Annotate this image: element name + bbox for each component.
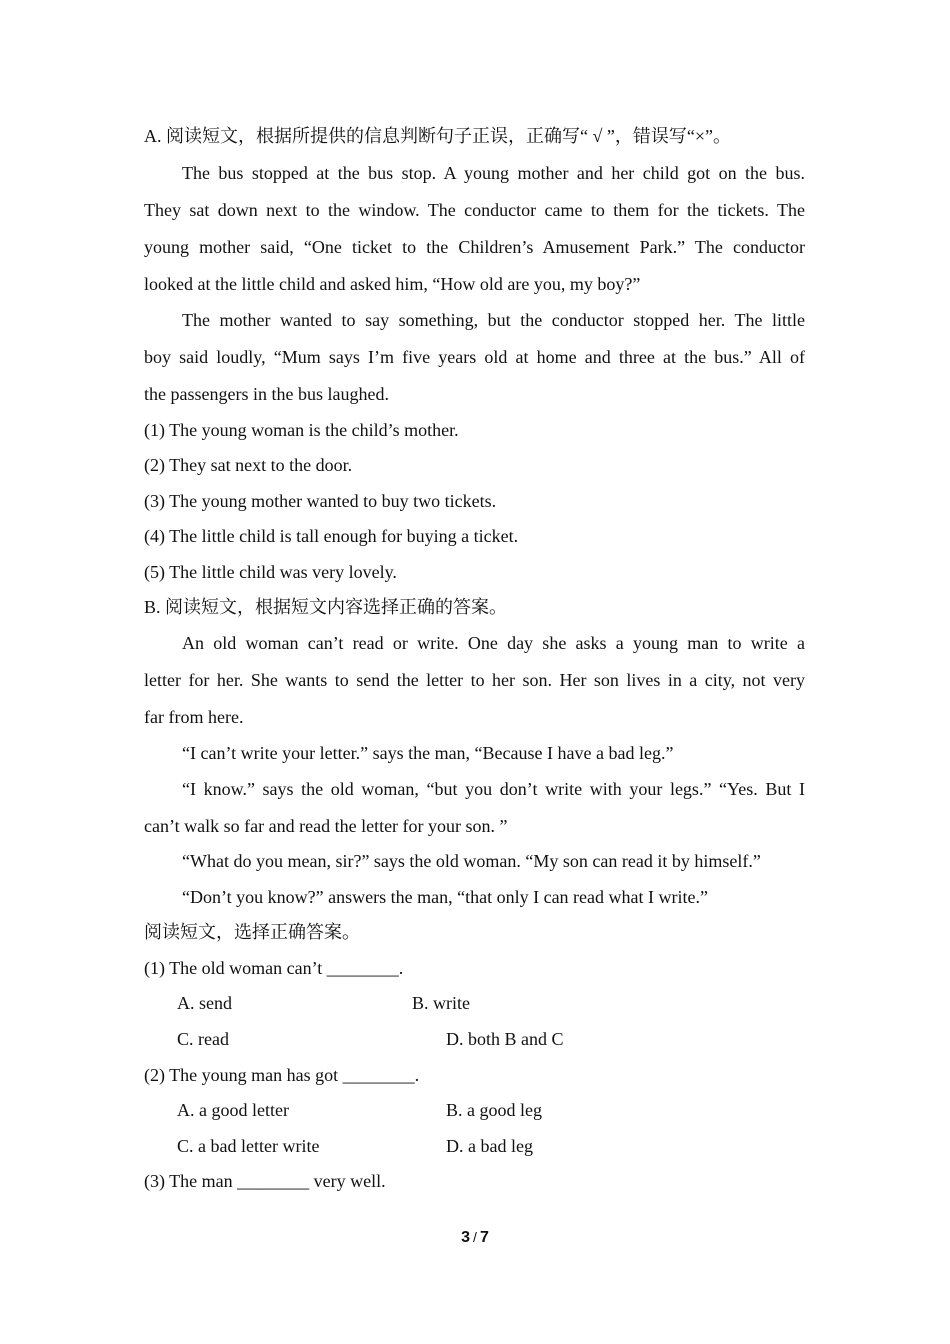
passage-b-line: An old woman can’t read or write. One day she asks a young man to write a	[182, 633, 805, 653]
question-stem: (1) The old woman can’t ________.	[144, 958, 404, 978]
passage-a-line: the passengers in the bus laughed.	[144, 384, 389, 404]
answer-option: B. write	[412, 993, 470, 1013]
passage-b-line: “I know.” says the old woman, “but you don’t write with your legs.” “Yes. But I	[182, 779, 805, 799]
statement-item: (1) The young woman is the child’s mother.	[144, 420, 459, 440]
page-separator: /	[473, 1229, 477, 1245]
passage-a-line: looked at the little child and asked him, “How old are you, my boy?”	[144, 274, 641, 294]
statement-item: (5) The little child was very lovely.	[144, 562, 397, 582]
answer-option: D. a bad leg	[446, 1136, 533, 1156]
answer-option: C. read	[177, 1029, 229, 1049]
question-stem: (3) The man ________ very well.	[144, 1171, 386, 1191]
answer-option: D. both B and C	[446, 1029, 564, 1049]
statement-item: (3) The young mother wanted to buy two tickets.	[144, 491, 497, 511]
passage-b-line: “I can’t write your letter.” says the man, “Because I have a bad leg.”	[182, 743, 674, 763]
answer-option: A. send	[177, 993, 232, 1013]
current-page: 3	[461, 1229, 471, 1246]
passage-b-line: “Don’t you know?” answers the man, “that only I can read what I write.”	[182, 887, 708, 907]
passage-b-line: “What do you mean, sir?” says the old woman. “My son can read it by himself.”	[182, 851, 761, 871]
answer-option: A. a good letter	[177, 1100, 289, 1120]
total-pages: 7	[479, 1229, 489, 1246]
passage-a-line: They sat down next to the window. The conductor came to them for the tickets. The	[144, 200, 805, 220]
passage-a-line: boy said loudly, “Mum says I’m five years old at home and three at the bus.” All of	[144, 347, 805, 367]
page-number	[0, 1229, 950, 1247]
section-b-instruction: 阅读短文，选择正确答案。	[144, 922, 360, 942]
question-stem: (2) The young man has got ________.	[144, 1065, 420, 1085]
passage-a-line: young mother said, “One ticket to the Children’s Amusement Park.” The conductor	[144, 237, 805, 257]
statement-item: (2) They sat next to the door.	[144, 455, 353, 475]
statement-item: (4) The little child is tall enough for buying a ticket.	[144, 526, 519, 546]
passage-b-line: letter for her. She wants to send the letter to her son. Her son lives in a city, not very	[144, 670, 805, 690]
passage-b-line: far from here.	[144, 707, 244, 727]
passage-b-line: can’t walk so far and read the letter for your son. ”	[144, 816, 508, 836]
answer-option: C. a bad letter write	[177, 1136, 320, 1156]
section-b-heading: B. 阅读短文，根据短文内容选择正确的答案。	[144, 597, 508, 617]
passage-a-line: The mother wanted to say something, but the conductor stopped her. The little	[182, 310, 805, 330]
section-a-heading: A. 阅读短文，根据所提供的信息判断句子正误，正确写“ √ ”，错误写“×”。	[144, 126, 731, 146]
passage-a-line: The bus stopped at the bus stop. A young mother and her child got on the bus.	[182, 163, 805, 183]
answer-option: B. a good leg	[446, 1100, 542, 1120]
